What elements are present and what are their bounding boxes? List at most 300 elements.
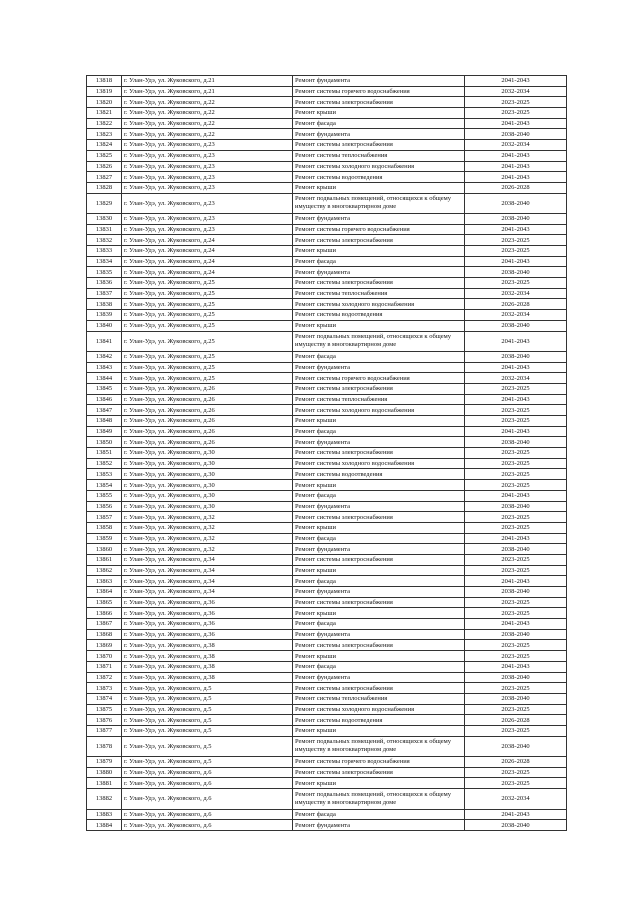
table-row (87, 736, 567, 756)
row-number: 13835 (87, 267, 122, 278)
address-cell: г. Улан-Удэ, ул. Жуковского, д.23 (122, 161, 293, 172)
work-type-cell: Ремонт фасада (293, 533, 465, 544)
row-number: 13818 (87, 76, 122, 87)
row-number: 13860 (87, 544, 122, 555)
work-type-cell: Ремонт системы водоотведения (293, 310, 465, 321)
table-row (87, 299, 567, 310)
work-type-cell: Ремонт фундамента (293, 629, 465, 640)
period-cell: 2038-2040 (465, 351, 567, 362)
period-cell: 2041-2043 (465, 76, 567, 87)
work-type-cell: Ремонт фундамента (293, 213, 465, 224)
work-type-cell: Ремонт фасада (293, 256, 465, 267)
address-cell: г. Улан-Удэ, ул. Жуковского, д.32 (122, 512, 293, 523)
row-number: 13865 (87, 597, 122, 608)
table-row (87, 362, 567, 373)
work-type-cell: Ремонт фасада (293, 490, 465, 501)
row-number: 13873 (87, 683, 122, 694)
work-type-cell: Ремонт системы теплоснабжения (293, 693, 465, 704)
work-type-cell: Ремонт системы электроснабжения (293, 640, 465, 651)
period-cell: 2041-2043 (465, 394, 567, 405)
row-number: 13861 (87, 554, 122, 565)
row-number: 13878 (87, 736, 122, 756)
address-cell: г. Улан-Удэ, ул. Жуковского, д.23 (122, 224, 293, 235)
work-type-cell: Ремонт системы водоотведения (293, 172, 465, 183)
period-cell: 2041-2043 (465, 150, 567, 161)
address-cell: г. Улан-Удэ, ул. Жуковского, д.38 (122, 672, 293, 683)
period-cell: 2041-2043 (465, 809, 567, 820)
work-type-cell: Ремонт крыши (293, 108, 465, 119)
period-cell: 2041-2043 (465, 576, 567, 587)
period-cell: 2023-2025 (465, 512, 567, 523)
table-row (87, 351, 567, 362)
work-type-cell: Ремонт фасада (293, 576, 465, 587)
period-cell: 2038-2040 (465, 437, 567, 448)
period-cell: 2041-2043 (465, 118, 567, 129)
row-number: 13827 (87, 172, 122, 183)
address-cell: г. Улан-Удэ, ул. Жуковского, д.23 (122, 150, 293, 161)
address-cell: г. Улан-Удэ, ул. Жуковского, д.5 (122, 725, 293, 736)
row-number: 13826 (87, 161, 122, 172)
row-number: 13842 (87, 351, 122, 362)
address-cell: г. Улан-Удэ, ул. Жуковского, д.5 (122, 704, 293, 715)
table-row (87, 715, 567, 726)
work-type-cell: Ремонт системы электроснабжения (293, 140, 465, 151)
address-cell: г. Улан-Удэ, ул. Жуковского, д.26 (122, 416, 293, 427)
row-number: 13819 (87, 86, 122, 97)
table-row (87, 522, 567, 533)
address-cell: г. Улан-Удэ, ул. Жуковского, д.23 (122, 140, 293, 151)
row-number: 13862 (87, 565, 122, 576)
address-cell: г. Улан-Удэ, ул. Жуковского, д.30 (122, 490, 293, 501)
table-row (87, 161, 567, 172)
table-row (87, 490, 567, 501)
work-type-cell: Ремонт системы горячего водоснабжения (293, 86, 465, 97)
work-type-cell: Ремонт фундамента (293, 129, 465, 140)
work-type-cell: Ремонт фасада (293, 619, 465, 630)
work-type-cell: Ремонт крыши (293, 565, 465, 576)
period-cell: 2038-2040 (465, 320, 567, 331)
table-row (87, 767, 567, 778)
address-cell: г. Улан-Удэ, ул. Жуковского, д.25 (122, 351, 293, 362)
address-cell: г. Улан-Удэ, ул. Жуковского, д.21 (122, 86, 293, 97)
row-number: 13852 (87, 458, 122, 469)
address-cell: г. Улан-Удэ, ул. Жуковского, д.25 (122, 278, 293, 289)
period-cell: 2023-2025 (465, 405, 567, 416)
work-type-cell: Ремонт крыши (293, 608, 465, 619)
work-type-cell: Ремонт фасада (293, 118, 465, 129)
period-cell: 2041-2043 (465, 426, 567, 437)
period-cell: 2041-2043 (465, 161, 567, 172)
address-cell: г. Улан-Удэ, ул. Жуковского, д.24 (122, 267, 293, 278)
period-cell: 2032-2034 (465, 288, 567, 299)
address-cell: г. Улан-Удэ, ул. Жуковского, д.34 (122, 576, 293, 587)
row-number: 13828 (87, 182, 122, 193)
table-row (87, 480, 567, 491)
row-number: 13855 (87, 490, 122, 501)
row-number: 13820 (87, 97, 122, 108)
period-cell: 2041-2043 (465, 619, 567, 630)
period-cell: 2041-2043 (465, 331, 567, 351)
work-type-cell: Ремонт фасада (293, 809, 465, 820)
work-type-cell: Ремонт крыши (293, 320, 465, 331)
table-row (87, 683, 567, 694)
work-type-cell: Ремонт крыши (293, 182, 465, 193)
period-cell: 2023-2025 (465, 416, 567, 427)
table-row (87, 820, 567, 831)
work-type-cell: Ремонт крыши (293, 522, 465, 533)
row-number: 13871 (87, 661, 122, 672)
table-row (87, 512, 567, 523)
row-number: 13823 (87, 129, 122, 140)
table-row (87, 256, 567, 267)
row-number: 13869 (87, 640, 122, 651)
table-row (87, 108, 567, 119)
work-type-cell: Ремонт системы электроснабжения (293, 683, 465, 694)
address-cell: г. Улан-Удэ, ул. Жуковского, д.38 (122, 661, 293, 672)
work-type-cell: Ремонт системы холодного водоснабжения (293, 161, 465, 172)
table-row (87, 246, 567, 257)
row-number: 13854 (87, 480, 122, 491)
work-type-cell: Ремонт системы электроснабжения (293, 512, 465, 523)
period-cell: 2032-2034 (465, 373, 567, 384)
table-row (87, 416, 567, 427)
address-cell: г. Улан-Удэ, ул. Жуковского, д.30 (122, 469, 293, 480)
table-row (87, 320, 567, 331)
period-cell: 2038-2040 (465, 629, 567, 640)
address-cell: г. Улан-Удэ, ул. Жуковского, д.22 (122, 118, 293, 129)
table-row (87, 150, 567, 161)
work-type-cell: Ремонт крыши (293, 416, 465, 427)
row-number: 13863 (87, 576, 122, 587)
period-cell: 2023-2025 (465, 778, 567, 789)
address-cell: г. Улан-Удэ, ул. Жуковского, д.36 (122, 619, 293, 630)
period-cell: 2038-2040 (465, 820, 567, 831)
period-cell: 2023-2025 (465, 608, 567, 619)
row-number: 13857 (87, 512, 122, 523)
table-row (87, 267, 567, 278)
address-cell: г. Улан-Удэ, ул. Жуковского, д.22 (122, 97, 293, 108)
row-number: 13884 (87, 820, 122, 831)
work-type-cell: Ремонт системы электроснабжения (293, 597, 465, 608)
table-row (87, 469, 567, 480)
period-cell: 2038-2040 (465, 193, 567, 213)
address-cell: г. Улан-Удэ, ул. Жуковского, д.25 (122, 310, 293, 321)
table-row (87, 118, 567, 129)
period-cell: 2023-2025 (465, 448, 567, 459)
address-cell: г. Улан-Удэ, ул. Жуковского, д.36 (122, 629, 293, 640)
table-row (87, 778, 567, 789)
row-number: 13853 (87, 469, 122, 480)
period-cell: 2041-2043 (465, 490, 567, 501)
period-cell: 2026-2028 (465, 757, 567, 768)
work-type-cell: Ремонт фасада (293, 661, 465, 672)
table-row (87, 651, 567, 662)
table-row (87, 640, 567, 651)
period-cell: 2023-2025 (465, 725, 567, 736)
work-type-cell: Ремонт системы водоотведения (293, 715, 465, 726)
period-cell: 2026-2028 (465, 182, 567, 193)
table-row (87, 608, 567, 619)
table-row (87, 704, 567, 715)
address-cell: г. Улан-Удэ, ул. Жуковского, д.25 (122, 331, 293, 351)
work-type-cell: Ремонт подвальных помещений, относящихся к общему имуществу в многоквартирном доме (293, 331, 465, 351)
address-cell: г. Улан-Удэ, ул. Жуковского, д.6 (122, 809, 293, 820)
address-cell: г. Улан-Удэ, ул. Жуковского, д.24 (122, 235, 293, 246)
period-cell: 2041-2043 (465, 224, 567, 235)
row-number: 13867 (87, 619, 122, 630)
address-cell: г. Улан-Удэ, ул. Жуковского, д.24 (122, 256, 293, 267)
address-cell: г. Улан-Удэ, ул. Жуковского, д.34 (122, 587, 293, 598)
address-cell: г. Улан-Удэ, ул. Жуковского, д.38 (122, 651, 293, 662)
address-cell: г. Улан-Удэ, ул. Жуковского, д.26 (122, 437, 293, 448)
work-type-cell: Ремонт фундамента (293, 820, 465, 831)
table-row (87, 587, 567, 598)
address-cell: г. Улан-Удэ, ул. Жуковского, д.38 (122, 640, 293, 651)
row-number: 13836 (87, 278, 122, 289)
period-cell: 2038-2040 (465, 672, 567, 683)
address-cell: г. Улан-Удэ, ул. Жуковского, д.6 (122, 789, 293, 809)
address-cell: г. Улан-Удэ, ул. Жуковского, д.5 (122, 757, 293, 768)
period-cell: 2038-2040 (465, 544, 567, 555)
address-cell: г. Улан-Удэ, ул. Жуковского, д.25 (122, 320, 293, 331)
work-type-cell: Ремонт системы холодного водоснабжения (293, 405, 465, 416)
row-number: 13882 (87, 789, 122, 809)
row-number: 13879 (87, 757, 122, 768)
period-cell: 2032-2034 (465, 140, 567, 151)
address-cell: г. Улан-Удэ, ул. Жуковского, д.23 (122, 193, 293, 213)
row-number: 13831 (87, 224, 122, 235)
address-cell: г. Улан-Удэ, ул. Жуковского, д.26 (122, 405, 293, 416)
work-type-cell: Ремонт системы электроснабжения (293, 554, 465, 565)
table-row (87, 129, 567, 140)
period-cell: 2032-2034 (465, 86, 567, 97)
work-type-cell: Ремонт крыши (293, 778, 465, 789)
table-row (87, 140, 567, 151)
row-number: 13822 (87, 118, 122, 129)
row-number: 13821 (87, 108, 122, 119)
table-row (87, 405, 567, 416)
row-number: 13834 (87, 256, 122, 267)
table-row (87, 288, 567, 299)
work-type-cell: Ремонт системы горячего водоснабжения (293, 757, 465, 768)
row-number: 13856 (87, 501, 122, 512)
table-row (87, 383, 567, 394)
work-type-cell: Ремонт системы холодного водоснабжения (293, 704, 465, 715)
row-number: 13875 (87, 704, 122, 715)
table-row (87, 373, 567, 384)
period-cell: 2023-2025 (465, 235, 567, 246)
row-number: 13851 (87, 448, 122, 459)
period-cell: 2023-2025 (465, 278, 567, 289)
period-cell: 2038-2040 (465, 736, 567, 756)
work-type-cell: Ремонт фундамента (293, 437, 465, 448)
address-cell: г. Улан-Удэ, ул. Жуковского, д.26 (122, 426, 293, 437)
table-row (87, 458, 567, 469)
row-number: 13880 (87, 767, 122, 778)
period-cell: 2038-2040 (465, 693, 567, 704)
address-cell: г. Улан-Удэ, ул. Жуковского, д.25 (122, 362, 293, 373)
work-type-cell: Ремонт фундамента (293, 76, 465, 87)
work-type-cell: Ремонт фасада (293, 426, 465, 437)
address-cell: г. Улан-Удэ, ул. Жуковского, д.25 (122, 373, 293, 384)
table-row (87, 213, 567, 224)
row-number: 13832 (87, 235, 122, 246)
table-row (87, 182, 567, 193)
row-number: 13846 (87, 394, 122, 405)
period-cell: 2038-2040 (465, 587, 567, 598)
row-number: 13859 (87, 533, 122, 544)
period-cell: 2026-2028 (465, 299, 567, 310)
row-number: 13840 (87, 320, 122, 331)
address-cell: г. Улан-Удэ, ул. Жуковского, д.30 (122, 480, 293, 491)
address-cell: г. Улан-Удэ, ул. Жуковского, д.32 (122, 522, 293, 533)
table-row (87, 224, 567, 235)
address-cell: г. Улан-Удэ, ул. Жуковского, д.5 (122, 715, 293, 726)
address-cell: г. Улан-Удэ, ул. Жуковского, д.23 (122, 182, 293, 193)
address-cell: г. Улан-Удэ, ул. Жуковского, д.34 (122, 554, 293, 565)
address-cell: г. Улан-Удэ, ул. Жуковского, д.32 (122, 544, 293, 555)
table-row (87, 86, 567, 97)
period-cell: 2041-2043 (465, 256, 567, 267)
address-cell: г. Улан-Удэ, ул. Жуковского, д.25 (122, 288, 293, 299)
period-cell: 2038-2040 (465, 213, 567, 224)
period-cell: 2038-2040 (465, 267, 567, 278)
period-cell: 2023-2025 (465, 458, 567, 469)
work-type-cell: Ремонт фасада (293, 351, 465, 362)
period-cell: 2041-2043 (465, 661, 567, 672)
address-cell: г. Улан-Удэ, ул. Жуковского, д.34 (122, 565, 293, 576)
row-number: 13850 (87, 437, 122, 448)
period-cell: 2023-2025 (465, 108, 567, 119)
repair-schedule-table (86, 75, 567, 831)
table-row (87, 565, 567, 576)
row-number: 13877 (87, 725, 122, 736)
work-type-cell: Ремонт системы горячего водоснабжения (293, 224, 465, 235)
table-row (87, 725, 567, 736)
work-type-cell: Ремонт фундамента (293, 587, 465, 598)
work-type-cell: Ремонт системы холодного водоснабжения (293, 458, 465, 469)
table-row (87, 193, 567, 213)
row-number: 13849 (87, 426, 122, 437)
address-cell: г. Улан-Удэ, ул. Жуковского, д.6 (122, 767, 293, 778)
address-cell: г. Улан-Удэ, ул. Жуковского, д.21 (122, 76, 293, 87)
period-cell: 2023-2025 (465, 683, 567, 694)
period-cell: 2023-2025 (465, 554, 567, 565)
table-row (87, 809, 567, 820)
work-type-cell: Ремонт фундамента (293, 501, 465, 512)
table-row (87, 97, 567, 108)
address-cell: г. Улан-Удэ, ул. Жуковского, д.25 (122, 299, 293, 310)
row-number: 13864 (87, 587, 122, 598)
row-number: 13830 (87, 213, 122, 224)
address-cell: г. Улан-Удэ, ул. Жуковского, д.5 (122, 693, 293, 704)
address-cell: г. Улан-Удэ, ул. Жуковского, д.22 (122, 129, 293, 140)
work-type-cell: Ремонт фундамента (293, 672, 465, 683)
work-type-cell: Ремонт крыши (293, 651, 465, 662)
work-type-cell: Ремонт крыши (293, 480, 465, 491)
work-type-cell: Ремонт системы электроснабжения (293, 383, 465, 394)
row-number: 13881 (87, 778, 122, 789)
row-number: 13883 (87, 809, 122, 820)
table-row (87, 619, 567, 630)
address-cell: г. Улан-Удэ, ул. Жуковского, д.26 (122, 394, 293, 405)
table-row (87, 554, 567, 565)
table-row (87, 172, 567, 183)
table-row (87, 501, 567, 512)
address-cell: г. Улан-Удэ, ул. Жуковского, д.26 (122, 383, 293, 394)
work-type-cell: Ремонт системы теплоснабжения (293, 288, 465, 299)
work-type-cell: Ремонт системы электроснабжения (293, 278, 465, 289)
table-row (87, 693, 567, 704)
table-row (87, 672, 567, 683)
row-number: 13868 (87, 629, 122, 640)
period-cell: 2041-2043 (465, 533, 567, 544)
period-cell: 2026-2028 (465, 715, 567, 726)
row-number: 13858 (87, 522, 122, 533)
row-number: 13876 (87, 715, 122, 726)
period-cell: 2023-2025 (465, 97, 567, 108)
address-cell: г. Улан-Удэ, ул. Жуковского, д.30 (122, 501, 293, 512)
row-number: 13824 (87, 140, 122, 151)
address-cell: г. Улан-Удэ, ул. Жуковского, д.6 (122, 778, 293, 789)
period-cell: 2023-2025 (465, 704, 567, 715)
row-number: 13843 (87, 362, 122, 373)
period-cell: 2023-2025 (465, 522, 567, 533)
address-cell: г. Улан-Удэ, ул. Жуковского, д.24 (122, 246, 293, 257)
row-number: 13833 (87, 246, 122, 257)
period-cell: 2041-2043 (465, 362, 567, 373)
period-cell: 2041-2043 (465, 172, 567, 183)
work-type-cell: Ремонт системы электроснабжения (293, 767, 465, 778)
period-cell: 2023-2025 (465, 480, 567, 491)
work-type-cell: Ремонт подвальных помещений, относящихся к общему имуществу в многоквартирном доме (293, 789, 465, 809)
period-cell: 2023-2025 (465, 767, 567, 778)
table-row (87, 757, 567, 768)
row-number: 13839 (87, 310, 122, 321)
address-cell: г. Улан-Удэ, ул. Жуковского, д.36 (122, 608, 293, 619)
address-cell: г. Улан-Удэ, ул. Жуковского, д.22 (122, 108, 293, 119)
table-row (87, 576, 567, 587)
row-number: 13825 (87, 150, 122, 161)
table-row (87, 278, 567, 289)
period-cell: 2023-2025 (465, 565, 567, 576)
row-number: 13838 (87, 299, 122, 310)
table-row (87, 661, 567, 672)
address-cell: г. Улан-Удэ, ул. Жуковского, д.6 (122, 820, 293, 831)
address-cell: г. Улан-Удэ, ул. Жуковского, д.23 (122, 172, 293, 183)
work-type-cell: Ремонт фундамента (293, 267, 465, 278)
table-row (87, 394, 567, 405)
work-type-cell: Ремонт системы теплоснабжения (293, 394, 465, 405)
address-cell: г. Улан-Удэ, ул. Жуковского, д.23 (122, 213, 293, 224)
row-number: 13874 (87, 693, 122, 704)
table-row (87, 448, 567, 459)
work-type-cell: Ремонт подвальных помещений, относящихся к общему имуществу в многоквартирном доме (293, 736, 465, 756)
table-row (87, 789, 567, 809)
work-type-cell: Ремонт системы холодного водоснабжения (293, 299, 465, 310)
address-cell: г. Улан-Удэ, ул. Жуковского, д.5 (122, 736, 293, 756)
period-cell: 2023-2025 (465, 469, 567, 480)
address-cell: г. Улан-Удэ, ул. Жуковского, д.36 (122, 597, 293, 608)
row-number: 13872 (87, 672, 122, 683)
row-number: 13837 (87, 288, 122, 299)
row-number: 13841 (87, 331, 122, 351)
row-number: 13845 (87, 383, 122, 394)
row-number: 13829 (87, 193, 122, 213)
work-type-cell: Ремонт системы электроснабжения (293, 235, 465, 246)
period-cell: 2032-2034 (465, 310, 567, 321)
work-type-cell: Ремонт фундамента (293, 544, 465, 555)
